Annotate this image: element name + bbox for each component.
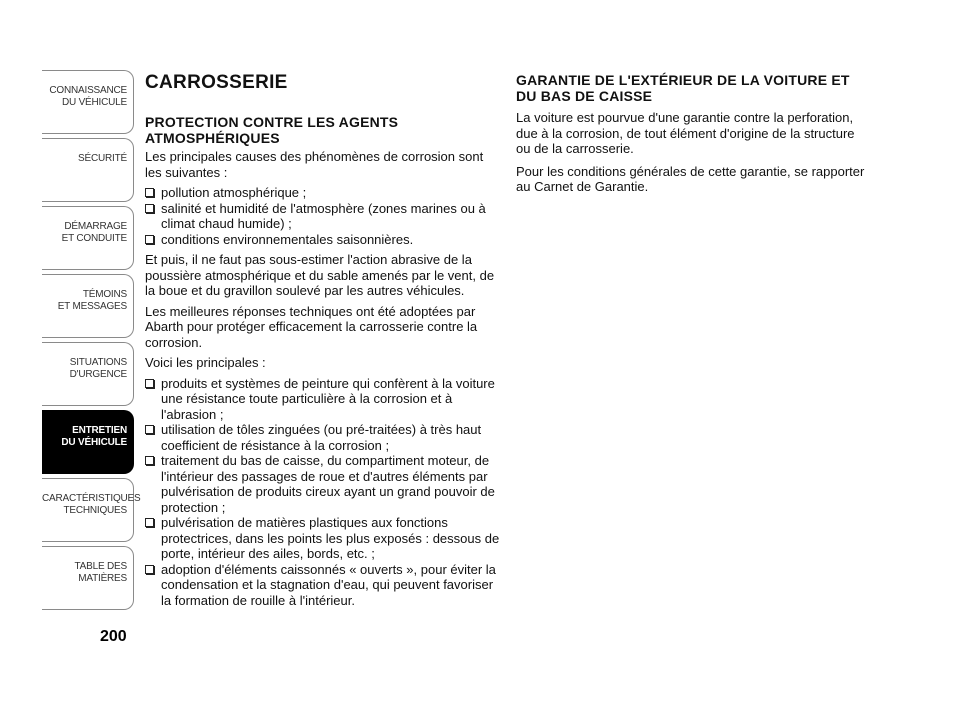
chapter-tab-label: D'URGENCE: [69, 369, 127, 380]
list-item: [145, 515, 501, 562]
chapter-tab-3[interactable]: [42, 274, 134, 338]
chapter-tab-label: SITUATIONS: [69, 357, 127, 368]
chapter-tab-4[interactable]: [42, 342, 134, 406]
list-item: [145, 201, 501, 232]
chapter-tab-label: TABLE DES: [74, 561, 127, 572]
paragraph-warranty: La voiture est pourvue d'une garantie contre la perforation, due à la corrosion, de tout élément d'origine de la structure ou de la carrosserie.: [516, 110, 855, 156]
checkbox-bullet-icon: [145, 456, 154, 465]
list-item-text: conditions environnementales saisonnières.: [161, 231, 414, 247]
list-item: [145, 422, 501, 453]
list-item-text: traitement du bas de caisse, du compartiment moteur, de l'intérieur des passages de roue et d'autres éléments par pulvérisation de produits cireux ayant un grand pouvoir de protection ;: [161, 453, 495, 515]
checkbox-bullet-icon: [145, 204, 154, 213]
paragraph-principal: Voici les principales :: [145, 355, 266, 370]
chapter-tab-label: CARACTÉRISTIQUES: [42, 493, 141, 504]
list-item: [145, 562, 501, 609]
list-item-text: pollution atmosphérique ;: [161, 185, 307, 200]
chapter-tab-label: DU VÉHICULE: [61, 97, 127, 108]
chapter-tab-1[interactable]: [42, 138, 134, 202]
paragraph-abrasion: Et puis, il ne faut pas sous-estimer l'action abrasive de la poussière atmosphérique et du sable amenés par le vent, de la boue et du gravillon soulevé par les autres véhicules.: [145, 252, 495, 298]
checkbox-bullet-icon: [145, 379, 154, 388]
chapter-tab-2[interactable]: [42, 206, 134, 270]
chapter-tab-label: DU VÉHICULE: [61, 437, 127, 448]
checkbox-bullet-icon: [145, 188, 154, 197]
checkbox-bullet-icon: [145, 565, 154, 574]
causes-list: [145, 185, 501, 247]
list-item-text: utilisation de tôles zinguées (ou pré-traitées) à très haut coefficient de résistance à la corrosion ;: [161, 422, 482, 453]
chapter-tab-label: ET CONDUITE: [61, 233, 127, 244]
page-title: CARROSSERIE: [145, 72, 288, 93]
chapter-tab-label: DÉMARRAGE: [64, 221, 127, 232]
chapter-tab-6[interactable]: [42, 478, 141, 542]
list-item: [145, 232, 501, 248]
chapter-tab-label: SÉCURITÉ: [78, 153, 127, 164]
chapter-tab-5[interactable]: [42, 410, 134, 474]
section-title-warranty: GARANTIE DE L'EXTÉRIEUR DE LA VOITURE ET DU BAS DE CAISSE: [516, 72, 850, 104]
chapter-tab-label: TÉMOINS: [82, 289, 127, 300]
list-item: [145, 453, 501, 515]
chapter-tab-label: ENTRETIEN: [72, 425, 127, 436]
intro-text: Les principales causes des phénomènes de corrosion sont les suivantes :: [145, 149, 484, 180]
list-item-text: adoption d'éléments caissonnés « ouverts », pour éviter la condensation et la stagnation d'eau, qui peuvent favoriser la formation de rouille à l'intérieur.: [161, 561, 496, 608]
list-item: [145, 376, 501, 423]
measures-list: [145, 376, 501, 609]
list-item-text: salinité et humidité de l'atmosphère (zones marines ou à climat chaud humide) ;: [161, 200, 486, 231]
chapter-tab-label: CONNAISSANCE: [49, 85, 127, 96]
checkbox-bullet-icon: [145, 235, 154, 244]
page-number: 200: [100, 628, 127, 645]
checkbox-bullet-icon: [145, 518, 154, 527]
left-column: [145, 72, 501, 613]
section-title-protection: PROTECTION CONTRE LES AGENTS ATMOSPHÉRIQUES: [145, 114, 399, 146]
list-item-text: produits et systèmes de peinture qui confèrent à la voiture une résistance toute particulière à la corrosion et à l'abrasion ;: [161, 375, 495, 422]
chapter-tab-7[interactable]: [42, 546, 134, 610]
checkbox-bullet-icon: [145, 425, 154, 434]
list-item-text: pulvérisation de matières plastiques aux fonctions protectrices, dans les points les plus exposés : dessous de porte, intérieur des ailes, bords, etc. ;: [161, 515, 500, 561]
paragraph-warranty-conditions: Pour les conditions générales de cette garantie, se rapporter au Carnet de Garantie.: [516, 163, 865, 194]
chapter-tab-label: TECHNIQUES: [63, 505, 127, 516]
chapter-tabs: [42, 70, 141, 614]
chapter-tab-0[interactable]: [42, 70, 134, 134]
chapter-tab-label: ET MESSAGES: [57, 301, 127, 312]
paragraph-solutions: Les meilleures réponses techniques ont été adoptées par Abarth pour protéger efficacement la carrosserie contre la corrosion.: [145, 303, 478, 350]
chapter-tab-label: MATIÈRES: [78, 573, 127, 584]
list-item: [145, 185, 501, 201]
right-column: [516, 72, 872, 202]
